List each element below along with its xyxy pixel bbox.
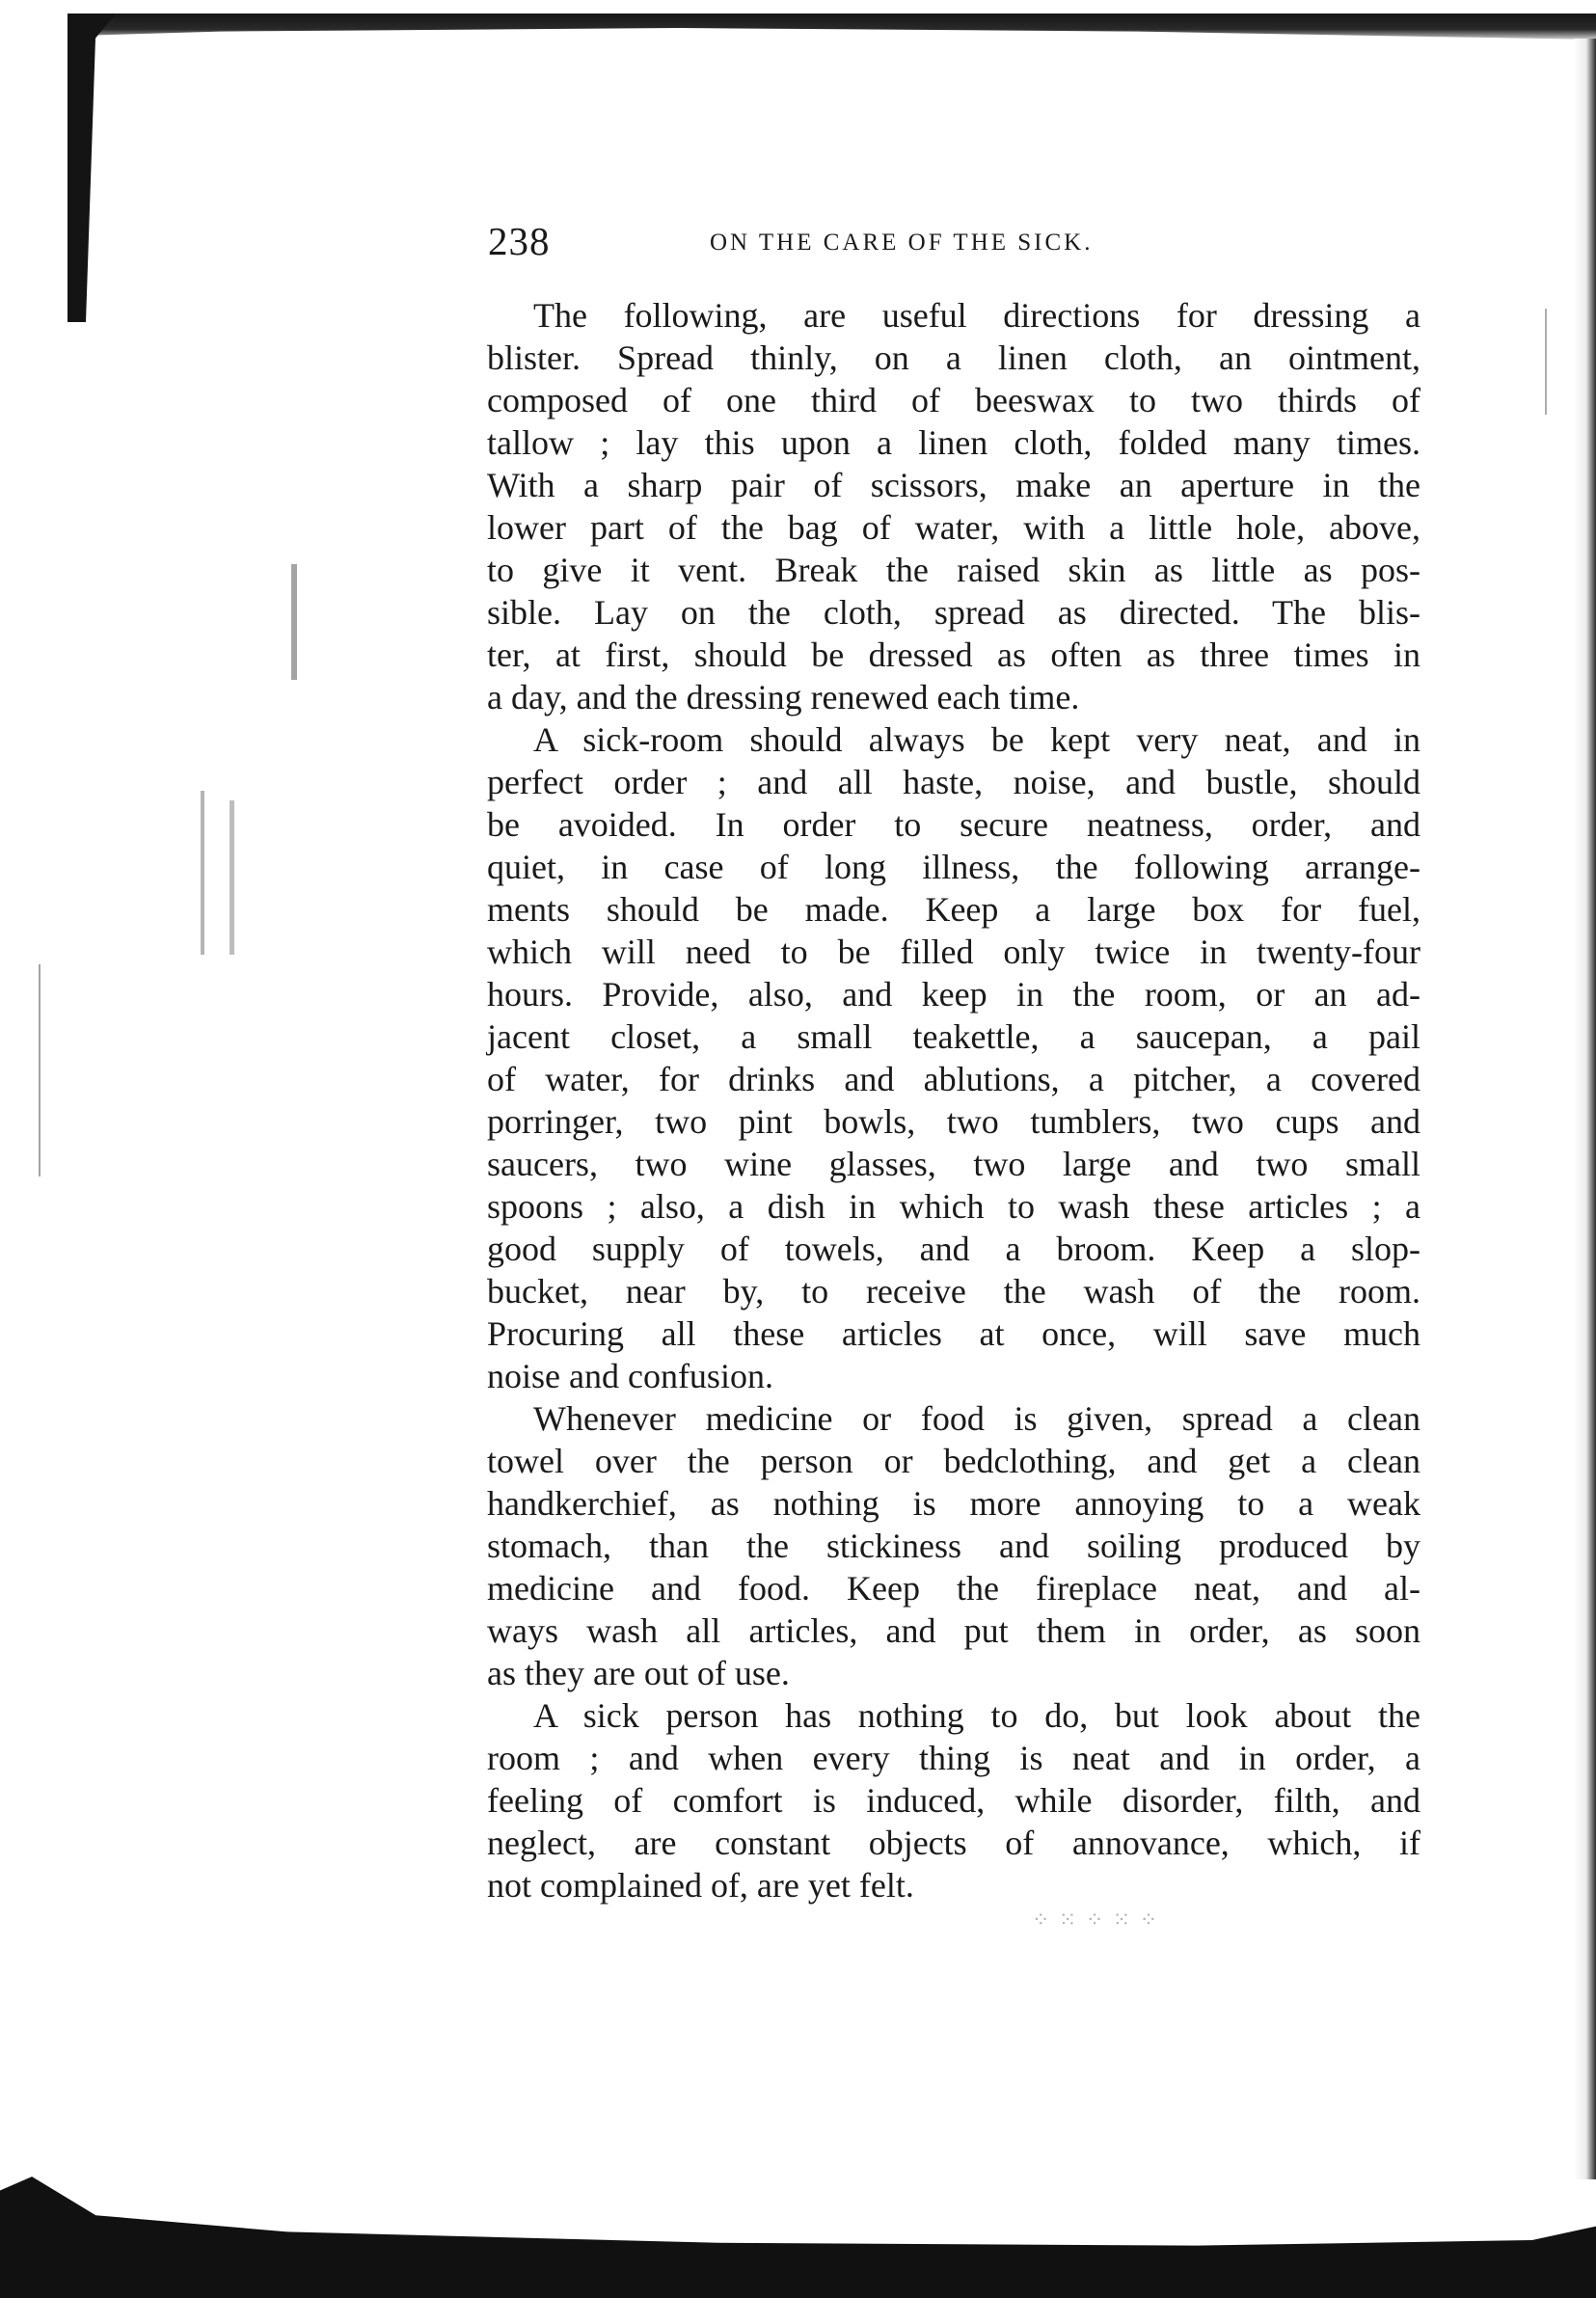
text-line: spoons ; also, a dish in which to wash these articles ; a	[487, 1187, 1420, 1226]
page-number: 238	[488, 219, 551, 263]
text-line: handkerchief, as nothing is more annoying to a weak	[487, 1484, 1420, 1523]
text-line: feeling of comfort is induced, while disorder, filth, and	[487, 1781, 1420, 1820]
text-line: saucers, two wine glasses, two large and two small	[487, 1145, 1420, 1183]
text-line: stomach, than the stickiness and soiling produced by	[487, 1527, 1420, 1565]
bleed-through-mark	[230, 800, 234, 955]
paragraph-sick-person-comfort	[487, 1694, 1420, 1906]
scan-edge-left	[68, 14, 116, 322]
text-line: quiet, in case of long illness, the following arrange-	[487, 848, 1420, 886]
text-line: perfect order ; and all haste, noise, and bustle, should	[487, 763, 1420, 801]
text-line: jacent closet, a small teakettle, a saucepan, a pail	[487, 1017, 1420, 1056]
text-line: ments should be made. Keep a large box for fuel,	[487, 890, 1420, 929]
text-line: towel over the person or bedclothing, and get a clean	[487, 1442, 1420, 1480]
text-line: hours. Provide, also, and keep in the room, or an ad-	[487, 975, 1420, 1014]
text-line: A sick-room should always be kept very neat, and in	[533, 720, 1420, 759]
text-line: composed of one third of beeswax to two thirds of	[487, 381, 1420, 419]
text-line: tallow ; lay this upon a linen cloth, folded many times.	[487, 423, 1420, 462]
text-line: be avoided. In order to secure neatness, order, and	[487, 805, 1420, 844]
text-line: not complained of, are yet felt.	[487, 1866, 914, 1905]
text-line: With a sharp pair of scissors, make an aperture in the	[487, 466, 1420, 504]
scan-edge-top	[68, 14, 1596, 42]
text-line: Whenever medicine or food is given, spread a clean	[533, 1399, 1420, 1438]
text-line: neglect, are constant objects of annovance, which, if	[487, 1824, 1420, 1862]
bleed-through-mark	[1545, 309, 1547, 415]
text-line: A sick person has nothing to do, but look about the	[533, 1696, 1420, 1735]
text-line: which will need to be filled only twice in twenty-four	[487, 933, 1420, 971]
ink-smudge: ⁘ ⁙ ⁘ ⁙ ⁘	[1032, 1907, 1160, 1932]
running-head: ON THE CARE OF THE SICK.	[710, 230, 1094, 256]
text-line: to give it vent. Break the raised skin as little as pos-	[487, 551, 1420, 589]
text-line: room ; and when every thing is neat and in order, a	[487, 1739, 1420, 1777]
scan-edge-bottom	[0, 2160, 1596, 2298]
bleed-through-mark	[39, 964, 41, 1176]
text-line: a day, and the dressing renewed each time.	[487, 678, 1080, 716]
text-line: good supply of towels, and a broom. Keep a slop-	[487, 1230, 1420, 1268]
text-line: lower part of the bag of water, with a little hole, above,	[487, 508, 1420, 547]
text-line: noise and confusion.	[487, 1357, 773, 1395]
bleed-through-mark	[201, 791, 204, 955]
bleed-through-mark	[291, 564, 297, 680]
text-line: medicine and food. Keep the fireplace neat, and al-	[487, 1569, 1420, 1608]
text-line: of water, for drinks and ablutions, a pitcher, a covered	[487, 1060, 1420, 1098]
paragraph-sick-room-order	[487, 718, 1420, 1397]
text-line: Procuring all these articles at once, will save much	[487, 1314, 1420, 1353]
text-line: porringer, two pint bowls, two tumblers, two cups and	[487, 1102, 1420, 1141]
text-line: The following, are useful directions for dressing a	[533, 296, 1420, 335]
text-line: blister. Spread thinly, on a linen cloth, an ointment,	[487, 338, 1420, 377]
text-line: ter, at first, should be dressed as often as three times in	[487, 635, 1420, 674]
text-line: sible. Lay on the cloth, spread as directed. The blis-	[487, 593, 1420, 632]
text-line: bucket, near by, to receive the wash of the room.	[487, 1272, 1420, 1311]
text-line: as they are out of use.	[487, 1654, 790, 1692]
body-text	[487, 294, 1420, 1906]
text-line: ways wash all articles, and put them in order, as soon	[487, 1611, 1420, 1650]
paragraph-medicine-and-food	[487, 1397, 1420, 1694]
paragraph-blister-dressing	[487, 294, 1420, 718]
scan-edge-right	[1574, 39, 1596, 2179]
page-header	[488, 212, 1423, 270]
